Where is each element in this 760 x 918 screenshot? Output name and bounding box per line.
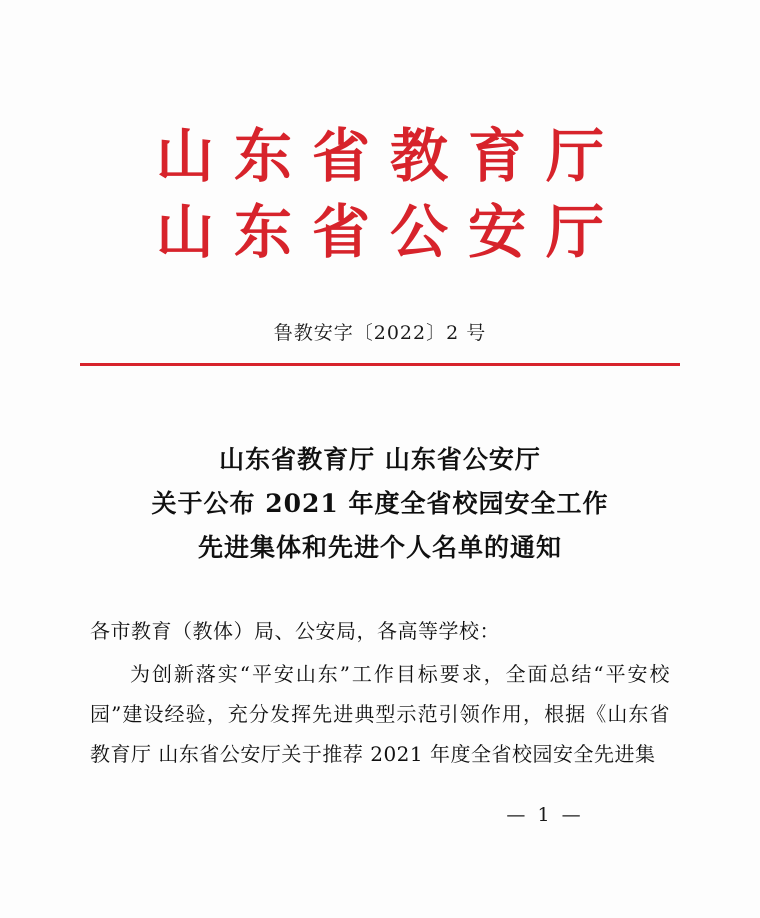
document-body xyxy=(90,612,670,774)
masthead-line-public-security: 山东省公安厅 xyxy=(155,198,624,266)
body-paragraph-1: 为创新落实“平安山东”工作目标要求，全面总结“平安校园”建设经验，充分发挥先进典型示范引领作用，根据《山东省教育厅 山东省公安厅关于推荐 2021 年度全省校园安全先进集 xyxy=(90,662,670,766)
document-number: 鲁教安字〔2022〕2 号 xyxy=(273,322,487,344)
title-line-1: 山东省教育厅 山东省公安厅 xyxy=(219,445,541,474)
red-divider-rule xyxy=(80,363,680,366)
masthead xyxy=(0,0,760,270)
salutation: 各市教育（教体）局、公安局，各高等学校： xyxy=(90,619,500,643)
page-number: — 1 — xyxy=(506,804,584,826)
document-title xyxy=(0,438,760,570)
masthead-line-education: 山东省教育厅 xyxy=(155,122,624,190)
title-line-3: 先进集体和先进个人名单的通知 xyxy=(197,533,562,562)
title-line-2: 关于公布 2021 年度全省校园安全工作 xyxy=(151,489,609,518)
